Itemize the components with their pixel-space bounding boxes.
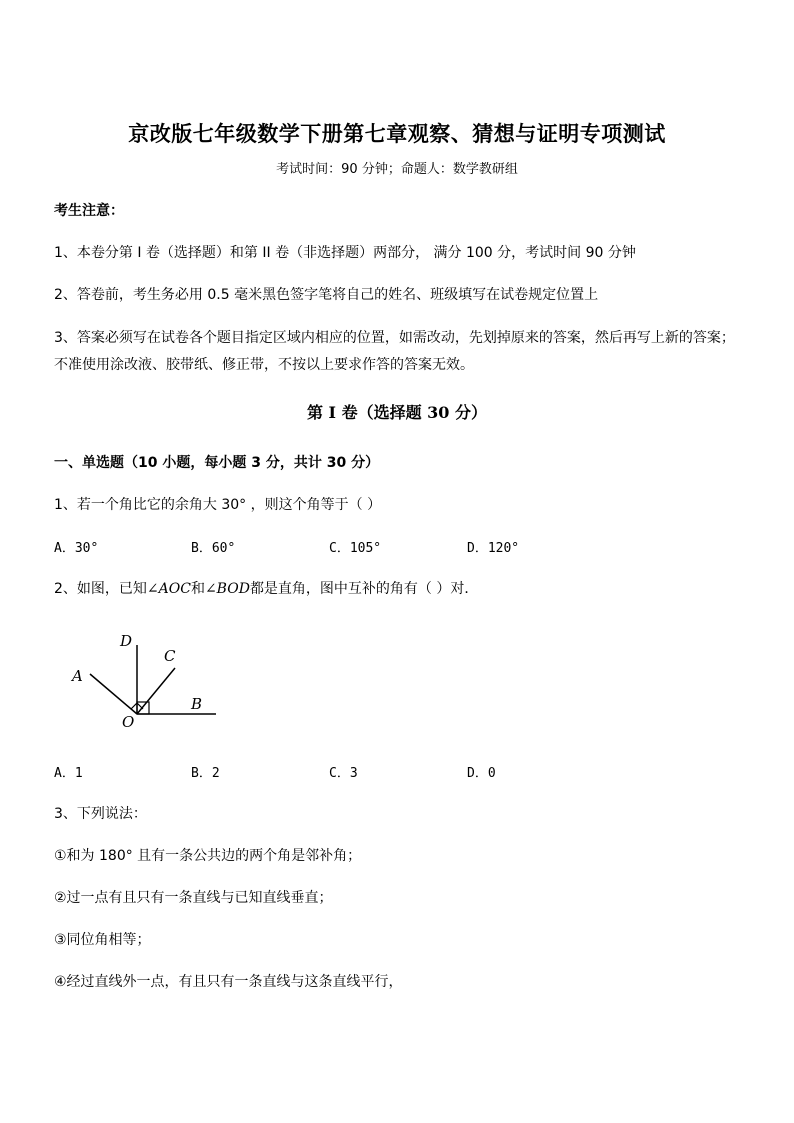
section-title: 第 I 卷（选择题 30 分）: [306, 403, 488, 422]
exam-title: 京改版七年级数学下册第七章观察、猜想与证明专项测试: [128, 121, 666, 146]
notice-item-2: 2、答卷前，考生务必用 0.5 毫米黑色签字笔将自己的姓名、班级填写在试卷规定位置上: [54, 287, 599, 303]
question-1-option-b: B．60°: [191, 541, 236, 556]
question-2-option-d: D．0: [467, 766, 496, 781]
question-3-statement-2: ②过一点有且只有一条直线与已知直线垂直；: [54, 890, 333, 906]
ray-oc: [137, 668, 175, 714]
angle-bod: ∠BOD: [204, 581, 250, 597]
question-1-stem: 1、若一个角比它的余角大 30° ，则这个角等于（ ）: [54, 497, 382, 513]
question-2-stem-prefix: 2、如图，已知: [54, 581, 147, 597]
question-3-statement-4: ④经过直线外一点，有且只有一条直线与这条直线平行，: [54, 974, 403, 990]
question-2-option-c: C．3: [329, 766, 358, 781]
question-1-option-a: A．30°: [54, 541, 99, 556]
question-1-option-d: D．120°: [467, 541, 520, 556]
question-2-stem-mid: 和: [190, 581, 205, 597]
label-c: C: [164, 647, 176, 665]
question-2-stem-suffix: 都是直角，图中互补的角有（ ）对．: [249, 581, 479, 597]
question-1-option-c: C．105°: [329, 541, 382, 556]
notice-item-3: 3、答案必须写在试卷各个题目指定区域内相应的位置，如需改动，先划掉原来的答案，然后再写上新的答案；不准使用涂改液、胶带纸、修正带，不按以上要求作答的答案无效。: [54, 330, 735, 373]
label-a: A: [72, 667, 83, 685]
label-d: D: [120, 632, 133, 650]
notice-item-1: 1、本卷分第 I 卷（选择题）和第 II 卷（非选择题）两部分， 满分 100 分，考试时间 90 分钟: [54, 245, 636, 261]
part-heading: 一、单选题（10 小题，每小题 3 分，共计 30 分）: [54, 455, 380, 471]
ray-oa: [90, 674, 137, 714]
question-3-statement-1: ①和为 180° 且有一条公共边的两个角是邻补角；: [54, 848, 362, 864]
question-2-option-a: A．1: [54, 766, 83, 781]
exam-subtitle: 考试时间：90 分钟；命题人：数学教研组: [276, 162, 518, 177]
question-3-statement-3: ③同位角相等；: [54, 932, 151, 948]
notice-heading: 考生注意：: [54, 203, 124, 219]
angle-aoc: ∠AOC: [146, 581, 191, 597]
label-o: O: [122, 713, 135, 731]
question-3-stem: 3、下列说法：: [54, 806, 147, 822]
question-2-stem: [54, 578, 478, 598]
question-2-option-b: B．2: [191, 766, 220, 781]
label-b: B: [191, 695, 203, 713]
angle-figure: [60, 625, 240, 735]
